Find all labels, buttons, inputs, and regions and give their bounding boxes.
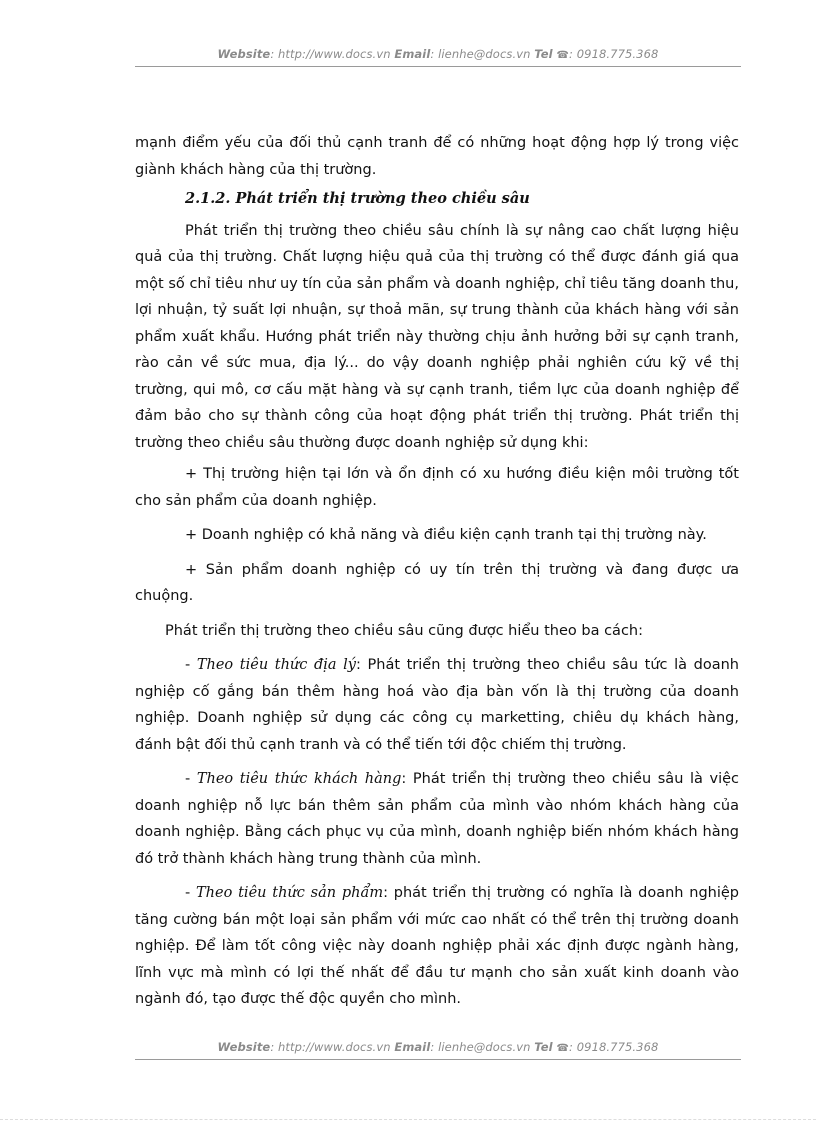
bullet-market-stable: + Thị trường hiện tại lớn và ổn định có xu hướng điều kiện môi trường tốt cho sản phẩm của doanh nghiệp. bbox=[135, 466, 739, 509]
criterion-text-product: : phát triển thị trường có nghĩa là doanh nghiệp tăng cường bán một loại sản phẩm với mức cao nhất có thể trên thị trường doanh nghiệp. Để làm tốt công việc này doanh nghiệp phải xác định được ngành hàng, lĩnh vực mà mình có lợi thế nhất để đầu tư mạnh cho sản xuất kinh doanh vào ngành đó, tạo được thế độc quyền cho mình. bbox=[135, 885, 740, 1007]
footer-email-address[interactable]: : lienhe@docs.vn bbox=[430, 1040, 531, 1054]
paragraph-customer-criterion bbox=[135, 766, 739, 872]
page-edge-divider bbox=[0, 1119, 816, 1120]
header-website-url[interactable]: : http://www.docs.vn bbox=[270, 47, 391, 61]
header-tel-number: : 0918.775.368 bbox=[569, 47, 659, 61]
criterion-prefix: - bbox=[185, 885, 197, 901]
criterion-prefix: - bbox=[185, 771, 197, 787]
criterion-label-customer: Theo tiêu thức khách hàng bbox=[196, 771, 402, 787]
page-footer bbox=[135, 1040, 741, 1054]
header-email-address[interactable]: : lienhe@docs.vn bbox=[430, 47, 531, 61]
paragraph-product-criterion bbox=[135, 880, 739, 1013]
criterion-label-product: Theo tiêu thức sản phẩm bbox=[196, 885, 384, 901]
paragraph-depth-development: Phát triển thị trường theo chiều sâu chính là sự nâng cao chất lượng hiệu quả của thị trường. Chất lượng hiệu quả của thị trường có thể được đánh giá qua một số chỉ tiêu như uy tín của sản phẩm và doanh nghiệp, chỉ tiêu tăng doanh thu, lợi nhuận, tỷ suất lợi nhuận, sự thoả mãn, sự trung thành của khách hàng với sản phẩm xuất khẩu. Hướng phát triển này thường chịu ảnh hưởng bởi sự cạnh tranh, rào cản về sức mua, địa lý... do vậy doanh nghiệp phải nghiên cứu kỹ về thị trường, qui mô, cơ cấu mặt hàng và sự cạnh tranh, tiềm lực của doanh nghiệp để đảm bảo cho sự thành công của hoạt động phát triển thị trường. Phát triển thị trường theo chiều sâu thường được doanh nghiệp sử dụng khi: bbox=[135, 222, 739, 451]
paragraph-continuation: mạnh điểm yếu của đối thủ cạnh tranh để có những hoạt động hợp lý trong việc giành khách hàng của thị trường. bbox=[135, 135, 739, 178]
footer-tel-number: : 0918.775.368 bbox=[569, 1040, 659, 1054]
document-body bbox=[135, 130, 739, 1013]
bullet-competitive-ability: + Doanh nghiệp có khả năng và điều kiện cạnh tranh tại thị trường này. bbox=[185, 527, 707, 543]
criterion-text-geographic: : Phát triển thị trường theo chiều sâu tức là doanh nghiệp cố gắng bán thêm hàng hoá vào địa bàn vốn là thị trường của doanh nghiệp. Doanh nghiệp sử dụng các công cụ marketting, chiêu dụ khách hàng, đánh bật đối thủ cạnh tranh và có thể tiến tới độc chiếm thị trường. bbox=[135, 657, 739, 753]
section-heading: 2.1.2. Phát triển thị trường theo chiều sâu bbox=[185, 190, 530, 207]
criterion-prefix: - bbox=[185, 657, 197, 673]
criterion-label-geographic: Theo tiêu thức địa lý bbox=[196, 657, 357, 673]
phone-icon: ☎ bbox=[556, 1043, 570, 1054]
header-rule bbox=[135, 66, 741, 67]
header-tel-label: Tel bbox=[534, 47, 553, 61]
paragraph-three-ways: Phát triển thị trường theo chiều sâu cũng được hiểu theo ba cách: bbox=[165, 622, 643, 639]
header-email-label: Email bbox=[394, 47, 431, 61]
phone-icon: ☎ bbox=[556, 50, 570, 61]
page-header bbox=[135, 47, 741, 61]
footer-tel-label: Tel bbox=[534, 1040, 553, 1054]
footer-website-label: Website bbox=[217, 1040, 271, 1054]
bullet-product-reputation: + Sản phẩm doanh nghiệp có uy tín trên thị trường và đang được ưa chuộng. bbox=[135, 561, 739, 604]
footer-email-label: Email bbox=[394, 1040, 431, 1054]
footer-website-url[interactable]: : http://www.docs.vn bbox=[270, 1040, 391, 1054]
footer-rule bbox=[135, 1059, 741, 1060]
criterion-text-customer: : Phát triển thị trường theo chiều sâu là việc doanh nghiệp nỗ lực bán thêm sản phẩm của mình vào nhóm khách hàng của doanh nghiệp. Bằng cách phục vụ của mình, doanh nghiệp biến nhóm khách hàng đó trở thành khách hàng trung thành của mình. bbox=[135, 771, 739, 867]
paragraph-geographic-criterion bbox=[135, 652, 739, 758]
header-website-label: Website bbox=[217, 47, 271, 61]
